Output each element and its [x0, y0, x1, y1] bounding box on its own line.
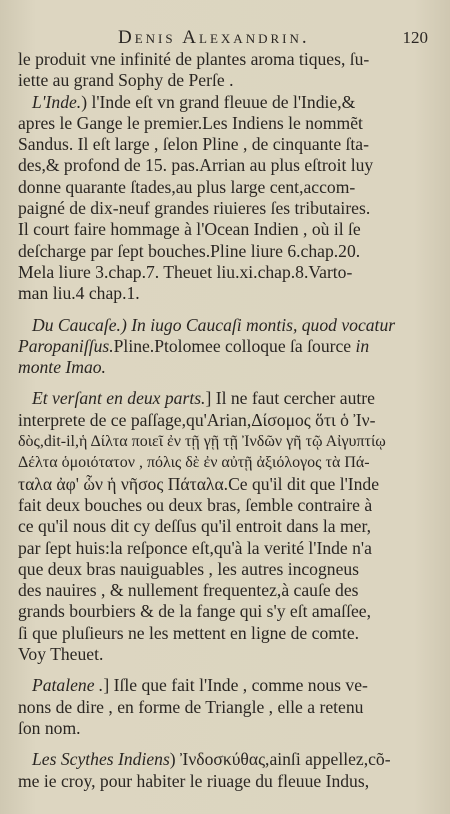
text-line: que deux bras nauiguables , les autres incogneus [18, 558, 360, 579]
text-line: ſon nom. [18, 717, 81, 738]
paragraph-versant [18, 388, 430, 409]
text-line: grands bourbiers & de la fange qui s'y eſt amaſſee, [18, 601, 371, 622]
latin-quote: in [355, 335, 370, 356]
text-line: apres le Gange le premier.Les Indiens le nommẽt [18, 112, 363, 133]
lemma: Les Scythes Indiens [32, 749, 170, 770]
text-run: ) Ἰνδοσκύθας,ainſi appellez,cõ- [169, 749, 391, 770]
running-head: Denis Alexandrin. [118, 27, 310, 48]
text-line: ce qu'il nous dit cy deſſus qu'il entroit dans la mer, [18, 516, 372, 537]
page-number: 120 [402, 28, 428, 47]
text-line: Sandus. Il eſt large , ſelon Pline , de cinquante ſta- [18, 134, 369, 155]
lemma: Du Caucaſe. [32, 314, 121, 335]
text-line: fait deux bouches ou deux bras, ſemble contraire à [18, 494, 373, 515]
paragraph-patalene [18, 675, 430, 696]
text-line: des nauires , & nullement frequentez,à cauſe des [18, 580, 359, 601]
text-line: deſcharge par ſept bouches.Pline liure 6.chap.20. [18, 240, 361, 261]
latin-quote: ) In iugo Caucaſi montis, quod vocatur [120, 314, 396, 335]
text-line: des,& profond de 15. pas.Arrian au plus eſtroit luy [18, 155, 374, 176]
text-line: ταλα ἀφ' ὧν ἡ νῆσος Πάταλα.Ce qu'il dit que l'Inde [18, 473, 380, 494]
page-header [0, 27, 450, 51]
paragraph-inde [18, 92, 430, 113]
text-line: interprete de ce paſſage,qu'Arian,Δίσομος ὅτι ὁ Ἰν- [18, 409, 376, 430]
text-run: Pline.Ptolomee colloque ſa ſource [113, 335, 356, 356]
text-line [18, 336, 430, 357]
greek-line: Δέλτα ὁμοιότατον , πόλις δὲ ἐν αὐτῇ ἀξιόλογος τὰ Πά- [18, 454, 370, 472]
lemma: Et verſant en deux parts. [32, 388, 206, 409]
text-line: donne quarante ſtades,au plus large cent,accom- [18, 176, 356, 197]
text-line: par ſept huis:la reſponce eſt,qu'à la verité l'Inde n'a [18, 537, 372, 558]
text-line: man liu.4 chap.1. [18, 283, 140, 304]
latin-quote: monte Imao. [18, 357, 106, 378]
paragraph-caucase [18, 315, 430, 336]
text-line: paigné de dix-neuf grandes riuieres ſes tributaires. [18, 198, 371, 219]
text-run: ] Il ne faut cercher autre [205, 388, 375, 409]
text-line: Mela liure 3.chap.7. Theuet liu.xi.chap.8.Varto- [18, 261, 353, 282]
text-line: le produit vne infinité de plantes aroma tiques, ſu- [18, 49, 370, 69]
text-run: ] Iſle que fait l'Inde , comme nous ve- [103, 675, 368, 696]
text-line: iette au grand Sophy de Perſe . [18, 70, 234, 91]
text-run: ) l'Inde eſt vn grand fleuue de l'Indie,& [81, 91, 356, 112]
paragraph-scythes [18, 749, 430, 770]
body-text [18, 49, 430, 792]
text-line: Il court faire hommage à l'Ocean Indien , où il ſe [18, 219, 361, 240]
latin-quote: Paropaniſſus. [18, 335, 114, 356]
greek-line: δὸς,dit-il,ἡ Δίλτα ποιεῖ ἐν τῇ γῇ τῇ Ἰνδῶν γῆ τῷ Αἰγυπτίῳ [18, 433, 386, 451]
text-line: Voy Theuet. [18, 644, 104, 665]
text-line: me ie croy, pour habiter le riuage du fleuue Indus, [18, 770, 370, 791]
text-line: nons de dire , en forme de Triangle , elle a retenu [18, 696, 364, 717]
lemma: L'Inde. [32, 91, 82, 112]
text-line: ſi que pluſieurs ne les mettent en ligne de comte. [18, 622, 360, 643]
lemma: Patalene . [32, 675, 104, 696]
